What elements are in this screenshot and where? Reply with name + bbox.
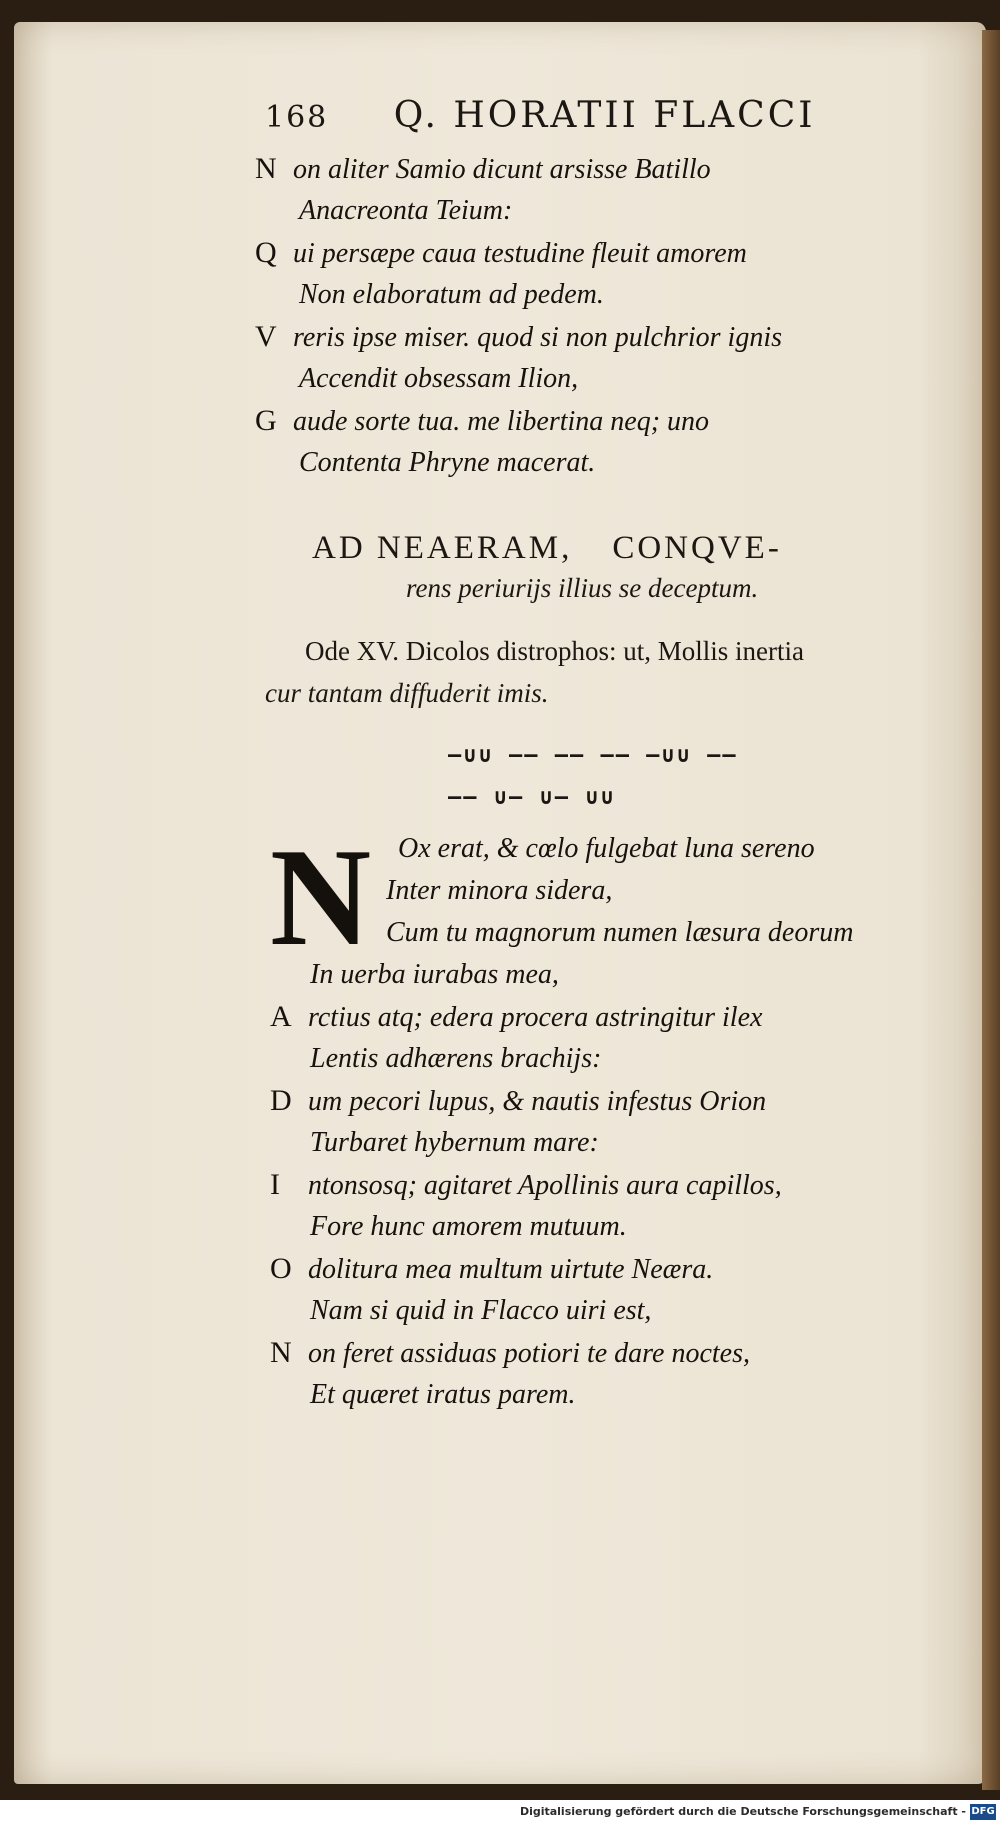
running-head: Q. HORATII FLACCI	[393, 95, 816, 136]
verse-line	[270, 1332, 970, 1374]
verse-text: In uerba iurabas mea,	[310, 959, 559, 990]
verse-line	[270, 828, 970, 870]
poem-continuation	[255, 148, 955, 484]
footer-credit: Digitalisierung gefördert durch die Deutsche Forschungsgemeinschaft -	[519, 1805, 966, 1818]
verse-line	[270, 1206, 970, 1248]
verse-initial: I	[270, 1168, 280, 1201]
verse-text: Et quæret iratus parem.	[310, 1379, 576, 1410]
verse-line	[255, 148, 955, 190]
verse-text: dolitura mea multum uirtute Neæra.	[308, 1254, 714, 1285]
verse-text: ui persæpe caua testudine fleuit amorem	[293, 238, 747, 269]
page-header	[265, 95, 865, 136]
verse-initial: V	[255, 320, 277, 353]
meter-note-line-2: cur tantam diffuderit imis.	[265, 678, 549, 708]
verse-text: Turbaret hybernum mare:	[310, 1127, 599, 1158]
verse-text: Anacreonta Teium:	[299, 195, 513, 226]
verse-line	[270, 1290, 970, 1332]
verse-initial: N	[270, 1336, 292, 1369]
verse-line	[255, 358, 955, 400]
verse-text: aude sorte tua. me libertina neq; uno	[293, 406, 710, 437]
verse-line	[270, 1038, 970, 1080]
verse-line	[270, 1374, 970, 1416]
verse-text: Cum tu magnorum numen læsura deorum	[386, 917, 854, 948]
drop-cap: N	[270, 820, 372, 975]
verse-text: reris ipse miser. quod si non pulchrior ignis	[293, 322, 782, 353]
verse-line	[270, 954, 970, 996]
verse-line	[255, 190, 955, 232]
verse-line	[270, 1248, 970, 1290]
verse-text: on aliter Samio dicunt arsisse Batillo	[293, 154, 711, 185]
verse-line	[255, 316, 955, 358]
ode-title-part-b: CONQVE-	[612, 530, 782, 566]
verse-text: rctius atq; edera procera astringitur ilex	[308, 1002, 763, 1033]
ode-subtitle: rens periurijs illius se deceptum.	[406, 573, 759, 603]
verse-text: Inter minora sidera,	[386, 875, 613, 906]
verse-line	[255, 400, 955, 442]
verse-text: Nam si quid in Flacco uiri est,	[310, 1295, 652, 1326]
verse-line	[270, 912, 970, 954]
ode-text	[270, 820, 970, 1416]
verse-text: um pecori lupus, & nautis infestus Orion	[308, 1086, 767, 1117]
verse-line	[270, 996, 970, 1038]
page-edge	[982, 30, 1000, 1790]
verse-text: Contenta Phryne macerat.	[299, 447, 596, 478]
verse-initial: N	[255, 152, 277, 185]
scansion-line-2: –– ∪– ∪– ∪∪	[448, 785, 616, 810]
meter-note	[265, 630, 965, 714]
verse-line	[270, 1164, 970, 1206]
verse-text: Accendit obsessam Ilion,	[299, 363, 579, 394]
verse-text: Fore hunc amorem mutuum.	[310, 1211, 627, 1242]
verse-line	[270, 1122, 970, 1164]
verse-initial: A	[270, 1000, 292, 1033]
verse-initial: G	[255, 404, 277, 437]
verse-text: ntonsosq; agitaret Apollinis aura capillos,	[308, 1170, 782, 1201]
verse-line	[255, 442, 955, 484]
digitization-footer	[0, 1800, 1000, 1825]
verse-text: on feret assiduas potiori te dare noctes,	[308, 1338, 750, 1369]
verse-line	[270, 870, 970, 912]
verse-text: Ox erat, & cœlo fulgebat luna sereno	[398, 833, 815, 864]
dfg-logo: DFG	[970, 1804, 996, 1820]
scansion-line-1: –∪∪ –– –– –– –∪∪ ––	[448, 743, 738, 768]
verse-line	[255, 232, 955, 274]
ode-title-part-a: AD NEAERAM,	[312, 530, 573, 566]
verse-line	[270, 1080, 970, 1122]
scansion-scheme	[448, 735, 828, 819]
verse-initial: D	[270, 1084, 292, 1117]
verse-text: Lentis adhærens brachijs:	[310, 1043, 602, 1074]
verse-line	[255, 274, 955, 316]
page-number: 168	[265, 100, 329, 135]
verse-initial: Q	[255, 236, 277, 269]
meter-note-line-1: Ode XV. Dicolos distrophos: ut, Mollis inertia	[305, 636, 804, 666]
verse-initial: O	[270, 1252, 292, 1285]
ode-title	[312, 530, 932, 604]
verse-text: Non elaboratum ad pedem.	[299, 279, 604, 310]
